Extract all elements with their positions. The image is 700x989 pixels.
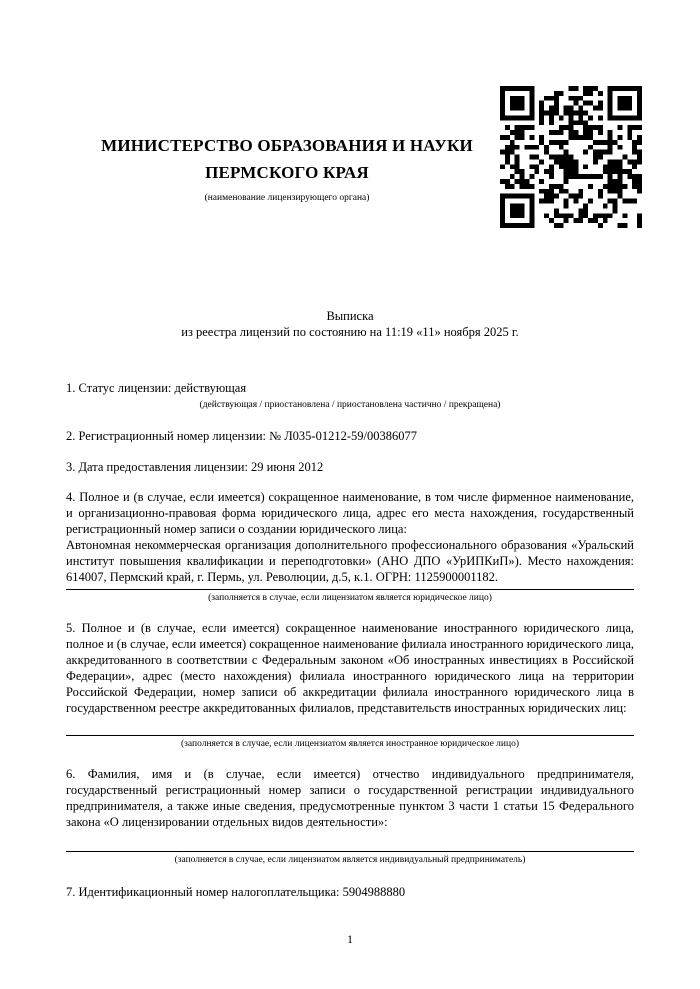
legal-entity-item-label: 4. Полное и (в случае, если имеется) сокращенное наименование, в том числе фирменное наименование, и организационно-правовая форма юридического лица, адрес его места нахождения, государственный регистрационный номер записи о создании юридического лица: — [66, 490, 634, 536]
foreign-entity-note: (заполняется в случае, если лицензиатом является иностранное юридическое лицо) — [181, 739, 519, 749]
legal-entity-divider — [66, 589, 634, 590]
document-title — [66, 308, 634, 340]
legal-entity-note: (заполняется в случае, если лицензиатом является юридическое лицо) — [208, 593, 492, 603]
individual-entrepreneur-divider — [66, 851, 634, 852]
license-status-item: 1. Статус лицензии: действующая — [66, 381, 247, 395]
foreign-entity-divider — [66, 735, 634, 736]
ministry-name-line-2: ПЕРМСКОГО КРАЯ — [205, 163, 369, 182]
page-number: 1 — [347, 932, 353, 946]
foreign-entity-item-label: 5. Полное и (в случае, если имеется) сокращенное наименование иностранного юридического лица, полное и (в случае, если имеется) сокращенное наименование филиала иностранного юридического лица, аккредитованного в соответствии с Федеральным законом «Об иностранных инвестициях в Российской Федерации», адрес (место нахождения) филиала иностранного юридического лица на территории Российской Федерации, номер записи об аккредитации филиала иностранного юридического лица в государственном реестре аккредитованных филиалов, представительств иностранных юридических лиц: — [66, 621, 634, 715]
extract-subtitle: из реестра лицензий по состоянию на 11:19 «11» ноября 2025 г. — [181, 325, 519, 339]
license-status-note: (действующая / приостановлена / приостановлена частично / прекращена) — [199, 400, 501, 410]
taxpayer-id-item: 7. Идентификационный номер налогоплательщика: 5904988880 — [66, 885, 406, 899]
document-header — [66, 132, 508, 186]
licensing-authority-note: (наименование лицензирующего органа) — [204, 193, 370, 203]
extract-title: Выписка — [326, 309, 374, 323]
individual-entrepreneur-item-label: 6. Фамилия, имя и (в случае, если имеется) отчество индивидуального предпринимателя, государственный регистрационный номер записи о государственной регистрации индивидуального предпринимателя, а также иные сведения, предусмотренные пунктом 3 части 1 статьи 15 Федерального закона «О лицензировании отдельных видов деятельности»: — [66, 767, 634, 829]
license-grant-date-item: 3. Дата предоставления лицензии: 29 июня 2012 — [66, 460, 324, 474]
legal-entity-item-value: Автономная некоммерческая организация дополнительного профессионального образования «Уральский институт повышения квалификации и переподготовки» (АНО ДПО «УрИПКиП»). Место нахождения: 614007, Пермский край, г. Пермь, ул. Революции, д.5, к.1. ОГРН: 1125900001182. — [66, 538, 634, 584]
individual-entrepreneur-note: (заполняется в случае, если лицензиатом является индивидуальный предприниматель) — [174, 855, 526, 865]
ministry-name-line-1: МИНИСТЕРСТВО ОБРАЗОВАНИЯ И НАУКИ — [101, 136, 473, 155]
registration-number-item: 2. Регистрационный номер лицензии: № Л035-01212-59/00386077 — [66, 429, 417, 443]
